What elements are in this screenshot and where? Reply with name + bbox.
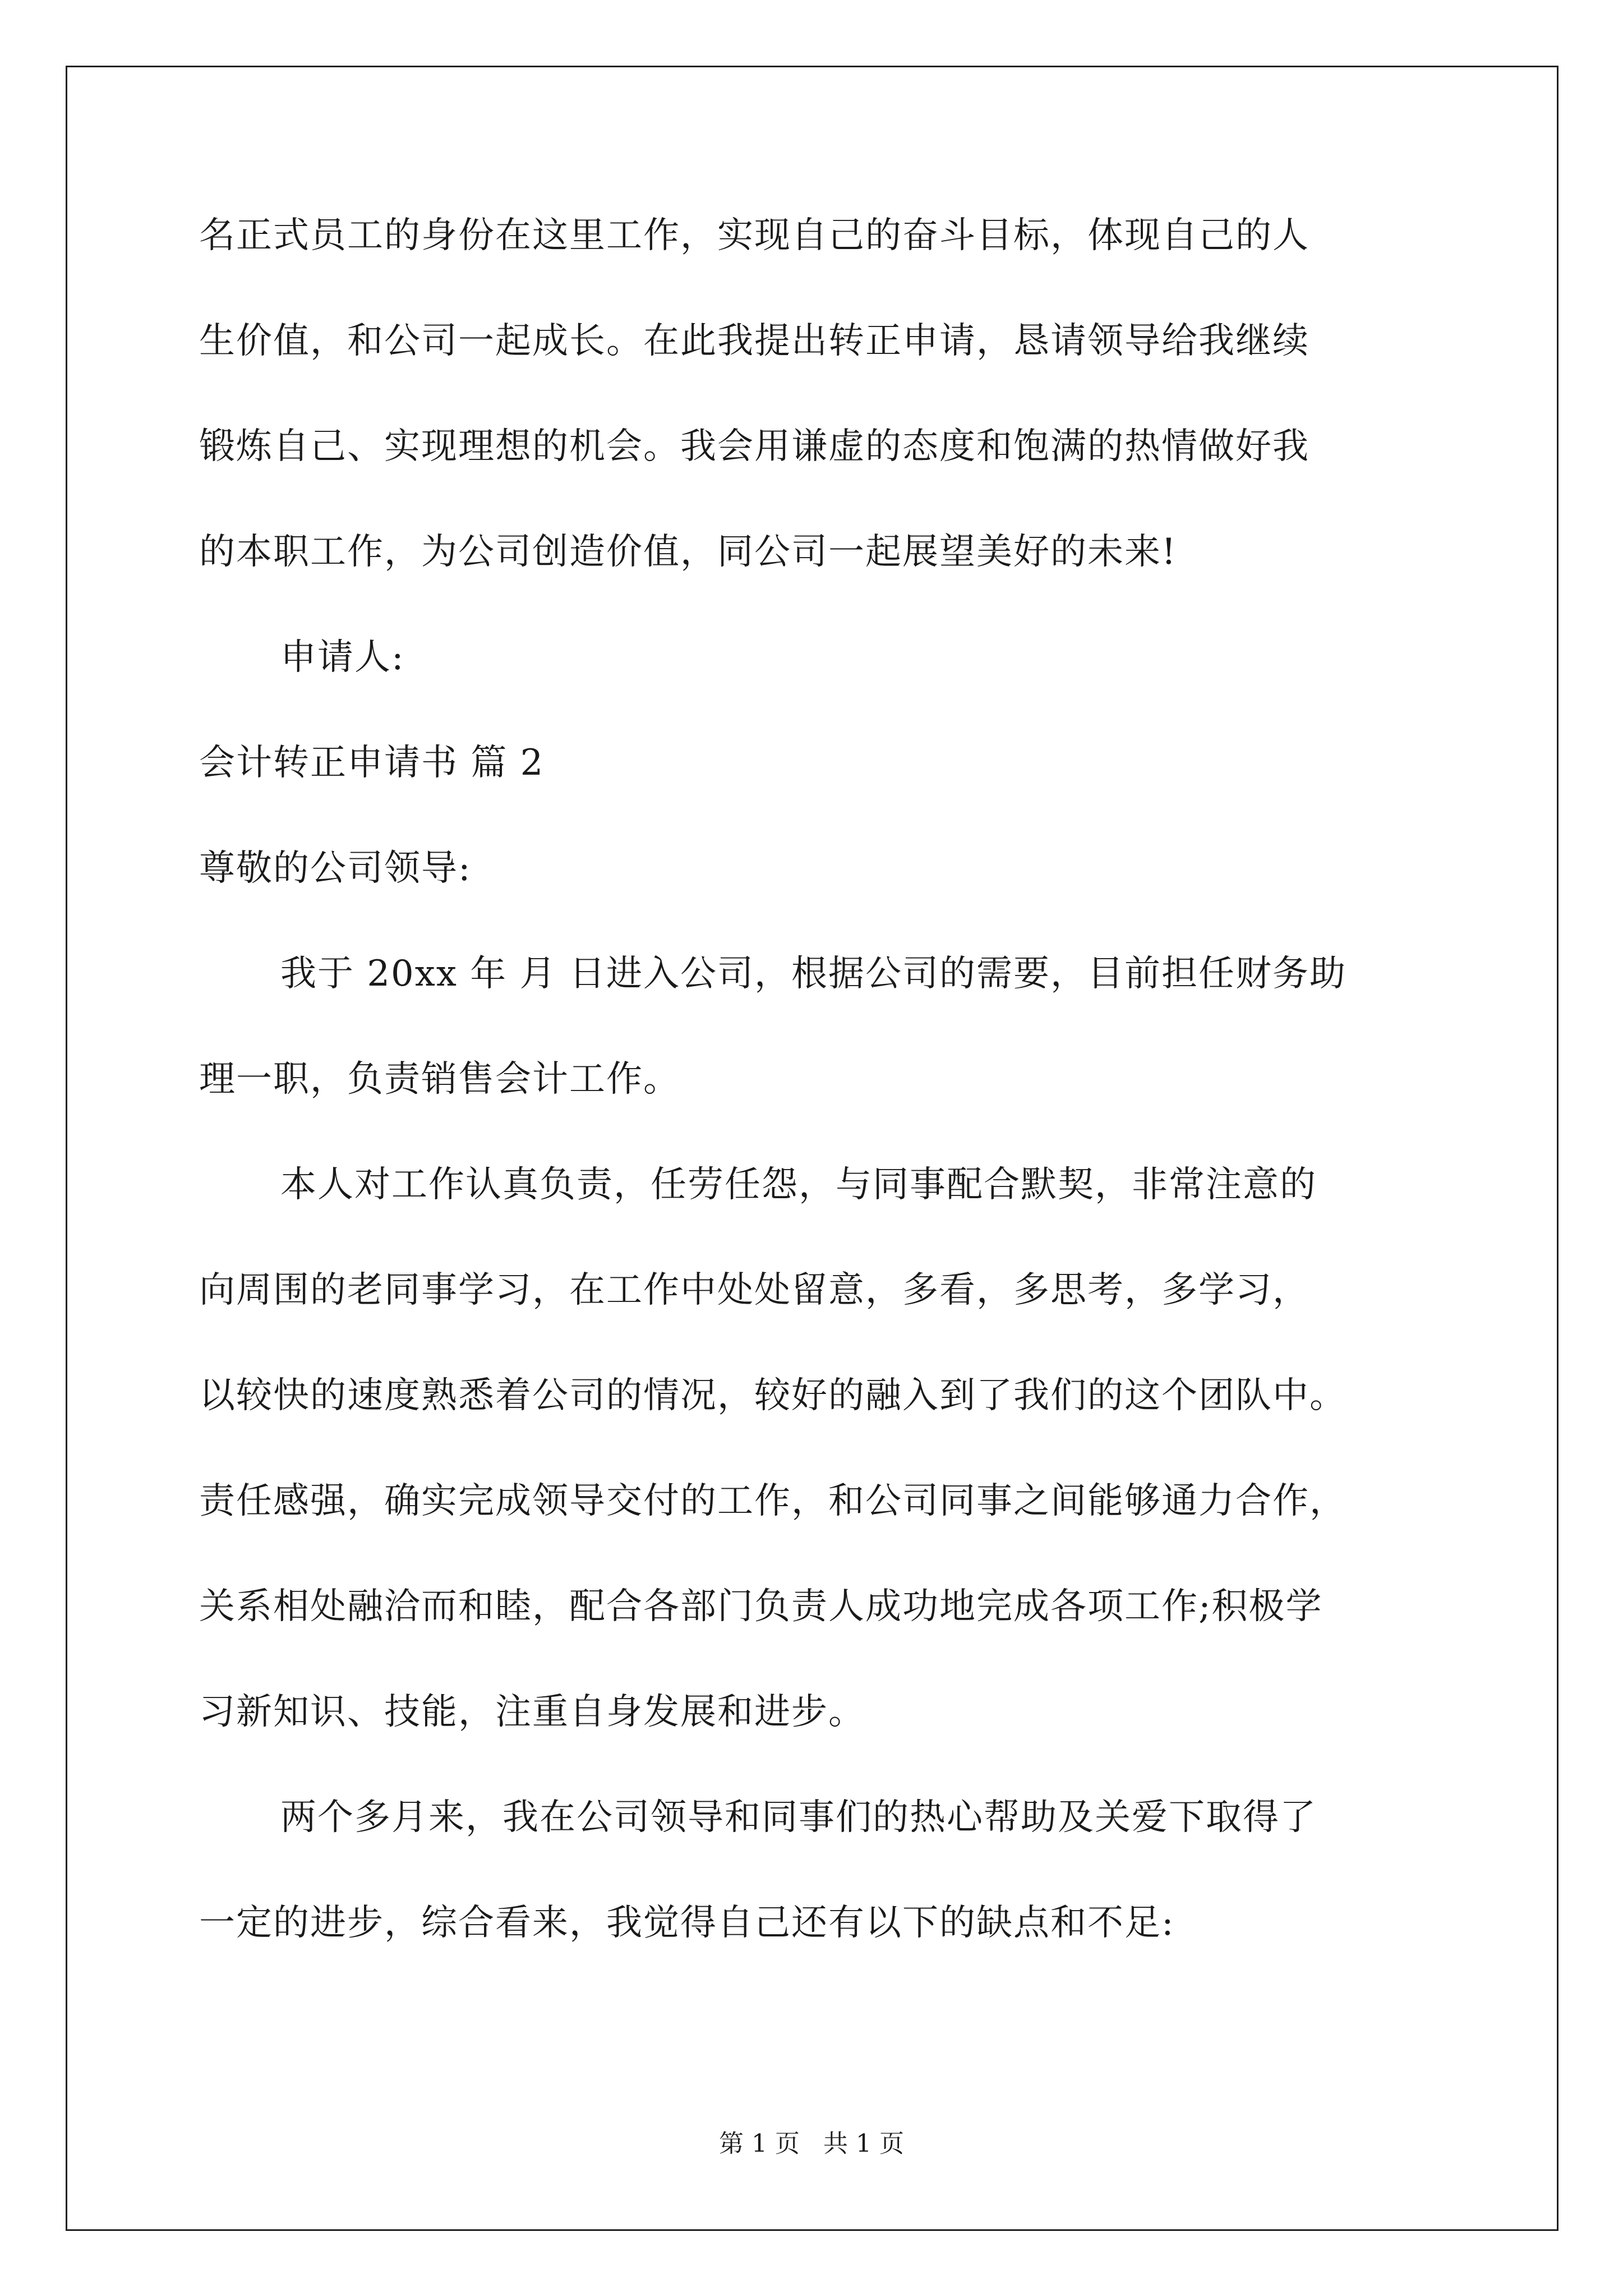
body-line: 理一职，负责销售会计工作。 [199, 1059, 680, 1100]
body-line: 一定的进步，综合看来，我觉得自己还有以下的缺点和不足: [199, 1902, 1175, 1944]
document-body [199, 213, 1433, 2006]
page-number-footer: 第 1 页 共 1 页 [719, 2129, 904, 2158]
salutation: 尊敬的公司领导: [199, 848, 472, 889]
body-line: 责任感强，确实完成领导交付的工作，和公司同事之间能够通力合作， [199, 1480, 1347, 1522]
body-line: 习新知识、技能，注重自身发展和进步。 [199, 1691, 865, 1733]
body-line: 本人对工作认真负责，任劳任怨，与同事配合默契，非常注意的 [280, 1164, 1317, 1205]
body-line: 关系相处融洽而和睦，配合各部门负责人成功地完成各项工作;积极学 [199, 1586, 1323, 1627]
applicant-label: 申请人: [280, 637, 405, 678]
body-line: 的本职工作，为公司创造价值，同公司一起展望美好的未来! [199, 531, 1177, 573]
body-line: 生价值，和公司一起成长。在此我提出转正申请，恳请领导给我继续 [199, 320, 1310, 362]
body-line: 锻炼自己、实现理想的机会。我会用谦虚的态度和饱满的热情做好我 [199, 426, 1310, 467]
body-line: 向周围的老同事学习，在工作中处处留意，多看，多思考，多学习， [199, 1269, 1310, 1311]
body-line: 以较快的速度熟悉着公司的情况，较好的融入到了我们的这个团队中。 [199, 1375, 1347, 1416]
body-line: 两个多月来，我在公司领导和同事们的热心帮助及关爱下取得了 [280, 1797, 1317, 1838]
section-heading: 会计转正申请书 篇 2 [199, 742, 545, 784]
body-line: 我于 20xx 年 月 日进入公司，根据公司的需要，目前担任财务助 [280, 953, 1347, 995]
body-line: 名正式员工的身份在这里工作，实现自己的奋斗目标，体现自己的人 [199, 215, 1310, 256]
